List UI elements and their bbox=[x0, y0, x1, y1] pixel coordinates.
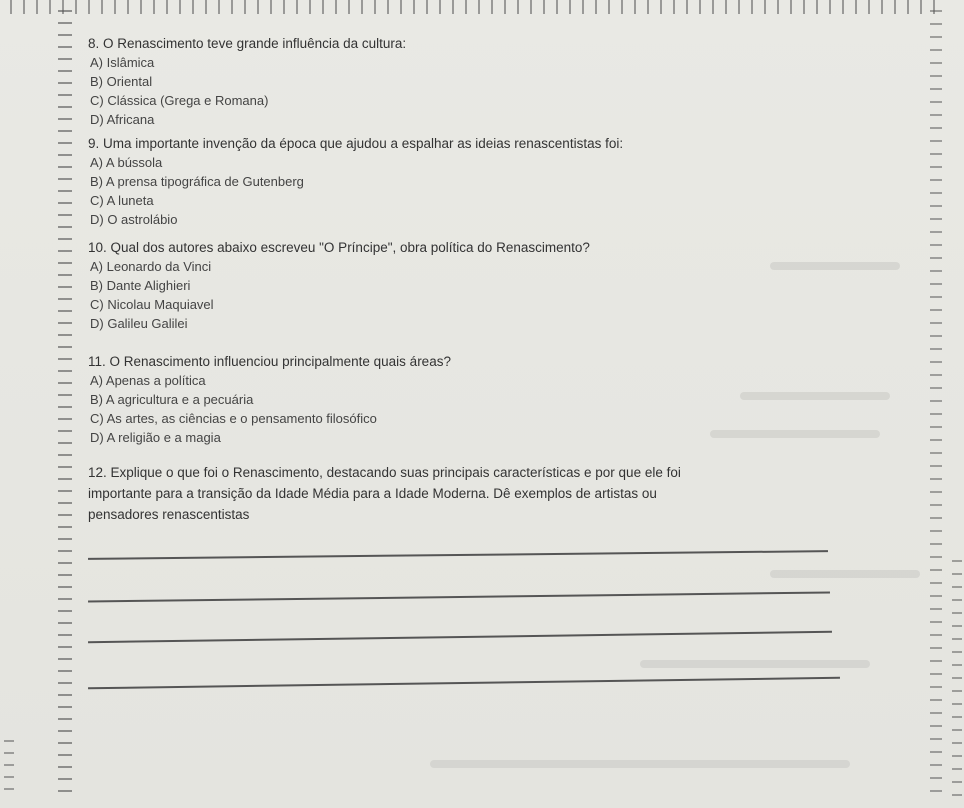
option-c: C) Clássica (Grega e Romana) bbox=[90, 93, 269, 108]
question-8 bbox=[88, 34, 406, 129]
question-10 bbox=[88, 238, 590, 333]
answer-line[interactable] bbox=[88, 631, 832, 643]
bleed-through-mark bbox=[640, 660, 870, 668]
spiral-binding-left bbox=[58, 10, 72, 800]
option-a: A) Islâmica bbox=[90, 55, 155, 70]
bleed-through-mark bbox=[770, 570, 920, 578]
question-title-line-1: 12. Explique o que foi o Renascimento, destacando suas principais características e por que ele foi bbox=[88, 465, 681, 480]
question-12 bbox=[88, 462, 838, 525]
question-title: 8. O Renascimento teve grande influência da cultura: bbox=[88, 36, 407, 51]
option-a: A) A bússola bbox=[90, 155, 163, 170]
question-title: 9. Uma importante invenção da época que ajudou a espalhar as ideias renascentistas foi: bbox=[88, 136, 624, 151]
option-b: B) Dante Alighieri bbox=[90, 278, 191, 293]
option-d: D) O astrolábio bbox=[90, 212, 178, 227]
question-11 bbox=[88, 352, 451, 447]
answer-line[interactable] bbox=[88, 591, 830, 602]
question-title: 11. O Renascimento influenciou principalmente quais áreas? bbox=[88, 354, 451, 369]
option-d: D) Galileu Galilei bbox=[90, 316, 188, 331]
bleed-through-mark bbox=[740, 392, 890, 400]
option-a: A) Apenas a política bbox=[90, 373, 206, 388]
option-b: B) A prensa tipográfica de Gutenberg bbox=[90, 174, 304, 189]
spiral-binding-edge-left bbox=[4, 740, 14, 800]
question-title: 10. Qual dos autores abaixo escreveu "O Príncipe", obra política do Renascimento? bbox=[88, 240, 590, 255]
question-title-line-2: importante para a transição da Idade Média para a Idade Moderna. Dê exemplos de artistas ou bbox=[88, 486, 657, 501]
answer-line[interactable] bbox=[88, 550, 828, 559]
spiral-binding-top bbox=[10, 0, 944, 14]
option-b: B) Oriental bbox=[90, 74, 153, 89]
option-a: A) Leonardo da Vinci bbox=[90, 259, 212, 274]
option-d: D) A religião e a magia bbox=[90, 430, 221, 445]
option-b: B) A agricultura e a pecuária bbox=[90, 392, 254, 407]
question-title-line-3: pensadores renascentistas bbox=[88, 507, 250, 522]
bleed-through-mark bbox=[430, 760, 850, 768]
answer-line[interactable] bbox=[88, 677, 840, 689]
question-9 bbox=[88, 134, 623, 229]
spiral-binding-edge-right bbox=[952, 560, 962, 800]
option-c: C) A luneta bbox=[90, 193, 154, 208]
spiral-binding-right bbox=[930, 10, 942, 800]
option-d: D) Africana bbox=[90, 112, 155, 127]
bleed-through-mark bbox=[710, 430, 880, 438]
option-c: C) As artes, as ciências e o pensamento filosófico bbox=[90, 411, 377, 426]
option-c: C) Nicolau Maquiavel bbox=[90, 297, 214, 312]
bleed-through-mark bbox=[770, 262, 900, 270]
